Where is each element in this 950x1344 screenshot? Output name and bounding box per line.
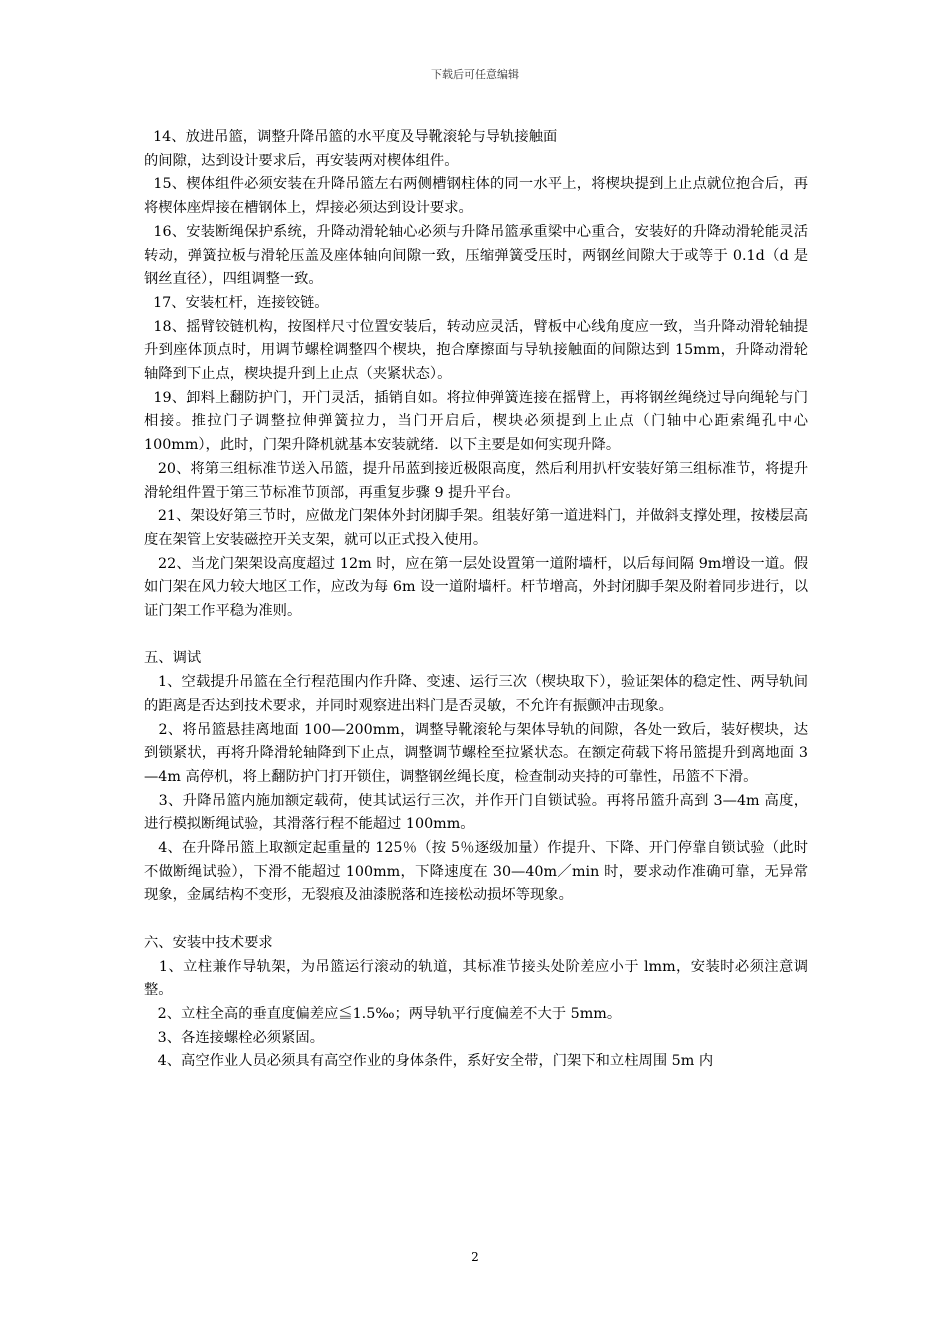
section-heading: 六、安装中技术要求 <box>144 934 273 951</box>
document-body <box>144 126 808 1074</box>
page-number: 2 <box>471 1250 479 1264</box>
paragraph: 20、将第三组标准节送入吊篮，提升吊蓝到接近极限高度，然后利用扒杆安装好第三组标准节，将提升滑轮组件置于第三节标准节顶部，再重复步骤 9 提升平台。 <box>144 460 808 501</box>
paragraph: 22、当龙门架架设高度超过 12m 时，应在第一层处设置第一道附墙杆，以后每间隔 9m增设一道。假如门架在风力较大地区工作，应改为每 6m 设一道附墙杆。杆节增高，外封闭脚手架及附着同步进行，以证门架工作平稳为准则。 <box>144 555 808 620</box>
paragraph: 15、楔体组件必须安装在升降吊篮左右两侧槽钢柱体的同一水平上，将楔块提到上止点就位抱合后，再将楔体座焊接在槽钢体上，焊接必须达到设计要求。 <box>144 176 808 217</box>
paragraph: 21、架设好第三节时，应做龙门架体外封闭脚手架。组装好第一道进料门，并做斜支撑处理，按楼层高度在架管上安装磁控开关支架，就可以正式投入使用。 <box>144 508 808 548</box>
paragraph: 3、升降吊篮内施加额定载荷，使其试运行三次，并作开门自锁试验。再将吊篮升高到 3—4m 高度，进行模拟断绳试验，其滑落行程不能超过 100mm。 <box>144 792 808 833</box>
paragraph: 2、立柱全高的垂直度偏差应≦1.5‰；两导轨平行度偏差不大于 5mm。 <box>144 1005 622 1022</box>
paragraph: 1、空载提升吊篮在全行程范围内作升降、变速、运行三次（楔块取下），验证架体的稳定性、两导轨间的距离是否达到技术要求，并同时观察进出料门是否灵敏，不允许有振颤冲击现象。 <box>144 674 808 714</box>
page-header: 下载后可任意编辑 <box>431 68 519 81</box>
paragraph: 19、卸料上翻防护门，开门灵活，插销自如。将拉伸弹簧连接在摇臂上，再将钢丝绳绕过导向绳轮与门相接。推拉门子调整拉伸弹簧拉力，当门开启后，楔块必须提到上止点（门轴中心距索绳孔中心 100mm），此时，门架升降机就基本安装就绪．以下主要是如何实现升降。 <box>144 389 808 454</box>
paragraph: 2、将吊篮悬挂离地面 100—200mm，调整导靴滚轮与架体导轨的间隙，各处一致后，装好楔块，达到锁紧状，再将升降滑轮轴降到下止点，调整调节螺栓至拉紧状态。在额定荷载下将吊篮提升到离地面 3—4m 高停机，将上翻防护门打开锁住，调整钢丝绳长度，检查制动夹持的可靠性，吊篮不下滑。 <box>144 721 808 785</box>
paragraph: 4、在升降吊篮上取额定起重量的 125％（按 5％逐级加量）作提升、下降、开门停靠自锁试验（此时不做断绳试验），下滑不能超过 100mm，下降速度在 30—40m／min 时，要求动作准确可靠，无异常现象，金属结构不变形，无裂痕及油漆脱落和连接松动损坏等现象。 <box>144 840 808 904</box>
paragraph: 17、安装杠杆，连接铰链。 <box>144 294 329 311</box>
paragraph: 16、安装断绳保护系统，升降动滑轮轴心必须与升降吊篮承重梁中心重合，安装好的升降动滑轮能灵活转动，弹簧拉板与滑轮压盖及座体轴向间隙一致，压缩弹簧受压时，两钢丝间隙大于或等于 0.1d（d 是钢丝直径），四组调整一致。 <box>144 223 808 288</box>
paragraph: 4、高空作业人员必须具有高空作业的身体条件，系好安全带，门架下和立柱周围 5m 内 <box>144 1053 714 1070</box>
paragraph: 1、立柱兼作导轨架，为吊篮运行滚动的轨道，其标准节接头处阶差应小于 lmm，安装时必须注意调整。 <box>144 958 808 999</box>
paragraph: 18、摇臂铰链机构，按图样尺寸位置安装后，转动应灵活，臂板中心线角度应一致，当升降动滑轮轴提升到座体顶点时，用调节螺栓调整四个楔块，抱合摩擦面与导轨接触面的间隙达到 15mm，升降动滑轮轴降到下止点，楔块提升到上止点（夹紧状态）。 <box>144 318 808 383</box>
paragraph: 3、各连接螺栓必须紧固。 <box>144 1029 324 1046</box>
section-heading: 五、调试 <box>144 650 202 667</box>
paragraph: 14、放进吊篮，调整升降吊篮的水平度及导靴滚轮与导轨接触面 的间隙，达到设计要求后，再安装两对楔体组件。 <box>144 129 558 169</box>
